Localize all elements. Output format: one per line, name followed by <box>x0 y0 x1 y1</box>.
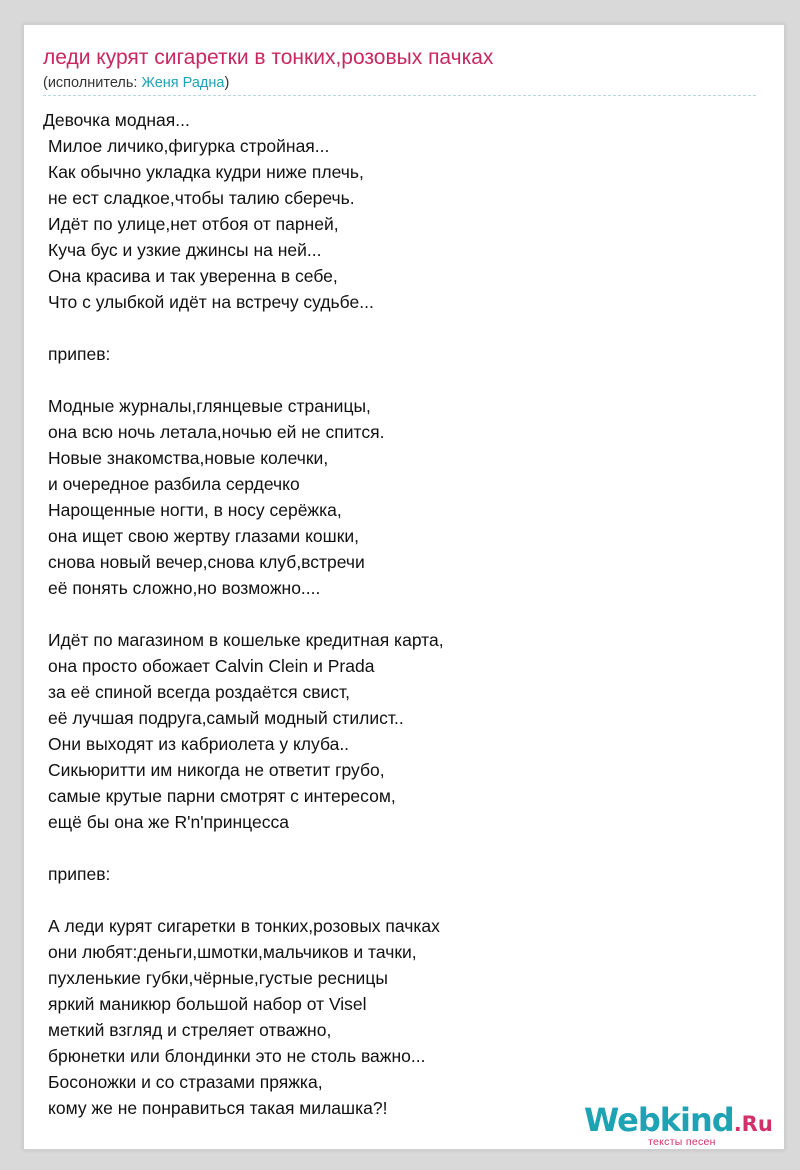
song-title: леди курят сигаретки в тонких,розовых пачках <box>43 46 494 69</box>
lyric-line: Модные журналы,глянцевые страницы, <box>48 396 371 416</box>
lyric-line: её понять сложно,но возможно.... <box>48 578 321 598</box>
lyric-line: Милое личико,фигурка стройная... <box>48 136 330 156</box>
lyric-line: Новые знакомства,новые колечки, <box>48 448 329 468</box>
lyric-line: припев: <box>48 344 111 364</box>
lyric-line: ещё бы она же R'n'принцесса <box>48 812 289 832</box>
lyric-blank-line <box>43 315 763 341</box>
lyric-line: Куча бус и узкие джинсы на ней... <box>48 240 322 260</box>
lyric-line: Идёт по улице,нет отбоя от парней, <box>48 214 339 234</box>
lyric-line: её лучшая подруга,самый модный стилист.. <box>48 708 404 728</box>
logo-tld: .Ru <box>733 1112 773 1136</box>
lyric-blank-line <box>43 835 763 861</box>
lyric-line: Идёт по магазином в кошельке кредитная карта, <box>48 630 444 650</box>
logo-main-text: Webkind <box>584 1101 734 1139</box>
dashed-divider <box>43 95 756 96</box>
lyric-line: не ест сладкое,чтобы талию сберечь. <box>48 188 355 208</box>
lyric-line: Что с улыбкой идёт на встречу судьбе... <box>48 292 374 312</box>
lyrics-text <box>43 107 763 1121</box>
lyric-line: А леди курят сигаретки в тонких,розовых пачках <box>48 916 440 936</box>
lyric-line: она просто обожает Calvin Clein и Prada <box>48 656 375 676</box>
lyric-line: пухленькие губки,чёрные,густые ресницы <box>48 968 388 988</box>
lyric-line: она ищет свою жертву глазами кошки, <box>48 526 359 546</box>
lyric-line: Девочка модная... <box>43 110 190 130</box>
lyric-line: яркий маникюр большой набор от Visel <box>48 994 367 1014</box>
artist-line <box>43 74 229 92</box>
lyric-blank-line <box>43 601 763 627</box>
lyric-line: меткий взгляд и стреляет отважно, <box>48 1020 332 1040</box>
lyric-line: кому же не понравиться такая милашка?! <box>48 1098 388 1118</box>
lyric-line: Как обычно укладка кудри ниже плечь, <box>48 162 364 182</box>
lyric-blank-line <box>43 367 763 393</box>
lyric-line: и очередное разбила сердечко <box>48 474 300 494</box>
lyric-line: она всю ночь летала,ночью ей не спится. <box>48 422 385 442</box>
lyric-line: Сикьюритти им никогда не ответит грубо, <box>48 760 385 780</box>
lyric-line: за её спиной всегда роздаётся свист, <box>48 682 350 702</box>
lyric-line: Босоножки и со стразами пряжка, <box>48 1072 323 1092</box>
lyric-line: припев: <box>48 864 111 884</box>
artist-suffix: ) <box>224 75 230 91</box>
lyric-blank-line <box>43 887 763 913</box>
artist-link[interactable]: Женя Радна <box>141 75 225 91</box>
lyric-line: снова новый вечер,снова клуб,встречи <box>48 552 365 572</box>
lyric-line: Они выходят из кабриолета у клуба.. <box>48 734 350 754</box>
lyric-line: Она красива и так уверенна в себе, <box>48 266 338 286</box>
lyric-line: самые крутые парни смотрят с интересом, <box>48 786 396 806</box>
lyric-line: они любят:деньги,шмотки,мальчиков и тачки, <box>48 942 417 962</box>
lyrics-card <box>23 24 785 1150</box>
lyric-line: брюнетки или блондинки это не столь важно... <box>48 1046 426 1066</box>
logo-subtitle: тексты песен <box>648 1136 716 1148</box>
webkind-logo[interactable] <box>584 1101 784 1150</box>
artist-prefix: (исполнитель: <box>43 75 142 91</box>
lyric-line: Нарощенные ногти, в носу серёжка, <box>48 500 342 520</box>
